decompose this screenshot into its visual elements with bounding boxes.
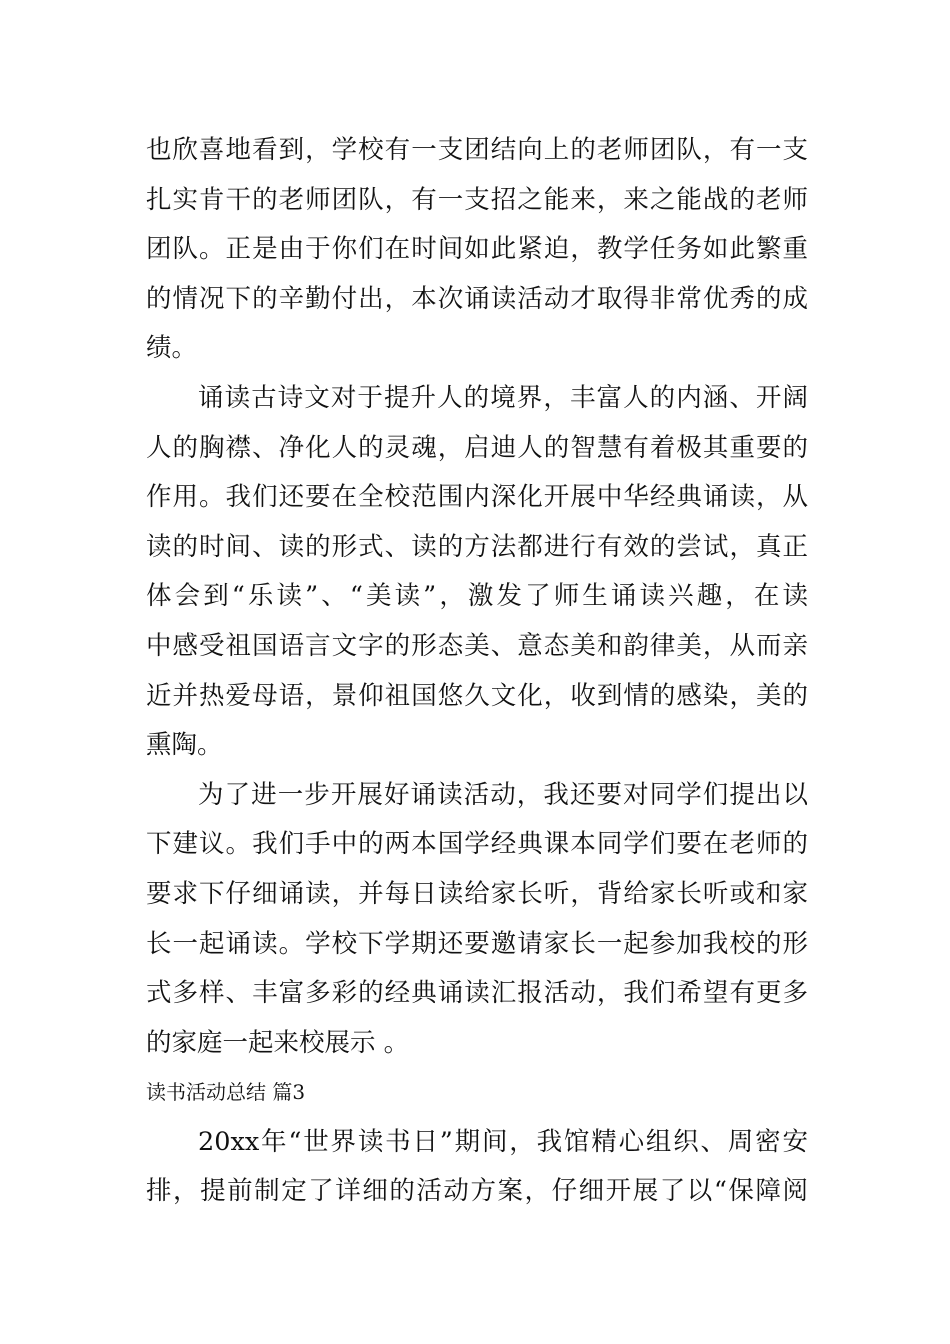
text-line: 作用。我们还要在全校范围内深化开展中华经典诵读，从 bbox=[146, 482, 808, 513]
text-line: 团队。正是由于你们在时间如此紧迫，教学任务如此繁重 bbox=[146, 234, 808, 265]
text-line: 扎实肯干的老师团队，有一支招之能来，来之能战的老师 bbox=[146, 184, 808, 215]
text-line: 诵读古诗文对于提升人的境界，丰富人的内涵、开阔 bbox=[198, 382, 808, 413]
text-line: 体会到“乐读”、“美读”，激发了师生诵读兴趣，在读 bbox=[146, 581, 808, 612]
text-line: 熏陶。 bbox=[146, 730, 223, 761]
text-line: 读的时间、读的形式、读的方法都进行有效的尝试，真正 bbox=[146, 531, 808, 562]
text-line: 为了进一步开展好诵读活动，我还要对同学们提出以 bbox=[198, 779, 808, 810]
text-line: 绩。 bbox=[146, 333, 198, 364]
section-heading: 读书活动总结 篇3 bbox=[146, 1080, 306, 1105]
text-line: 式多样、丰富多彩的经典诵读汇报活动，我们希望有更多 bbox=[146, 978, 808, 1009]
text-line: 的家庭一起来校展示 。 bbox=[146, 1027, 410, 1058]
text-line: 排，提前制定了详细的活动方案，仔细开展了以“保障阅 bbox=[146, 1176, 808, 1207]
text-line: 要求下仔细诵读，并每日读给家长听，背给家长听或和家 bbox=[146, 878, 808, 909]
text-line: 下建议。我们手中的两本国学经典课本同学们要在老师的 bbox=[146, 829, 808, 860]
text-line: 的情况下的辛勤付出，本次诵读活动才取得非常优秀的成 bbox=[146, 283, 808, 314]
text-line: 20xx年“世界读书日”期间，我馆精心组织、周密安 bbox=[198, 1126, 808, 1157]
document-body bbox=[146, 126, 808, 1217]
text-line: 中感受祖国语言文字的形态美、意态美和韵律美，从而亲 bbox=[146, 630, 808, 661]
text-line: 长一起诵读。学校下学期还要邀请家长一起参加我校的形 bbox=[146, 928, 808, 959]
text-line: 人的胸襟、净化人的灵魂，启迪人的智慧有着极其重要的 bbox=[146, 432, 808, 463]
text-line: 也欣喜地看到，学校有一支团结向上的老师团队，有一支 bbox=[146, 135, 808, 165]
text-line: 近并热爱母语，景仰祖国悠久文化，收到情的感染，美的 bbox=[146, 680, 808, 711]
